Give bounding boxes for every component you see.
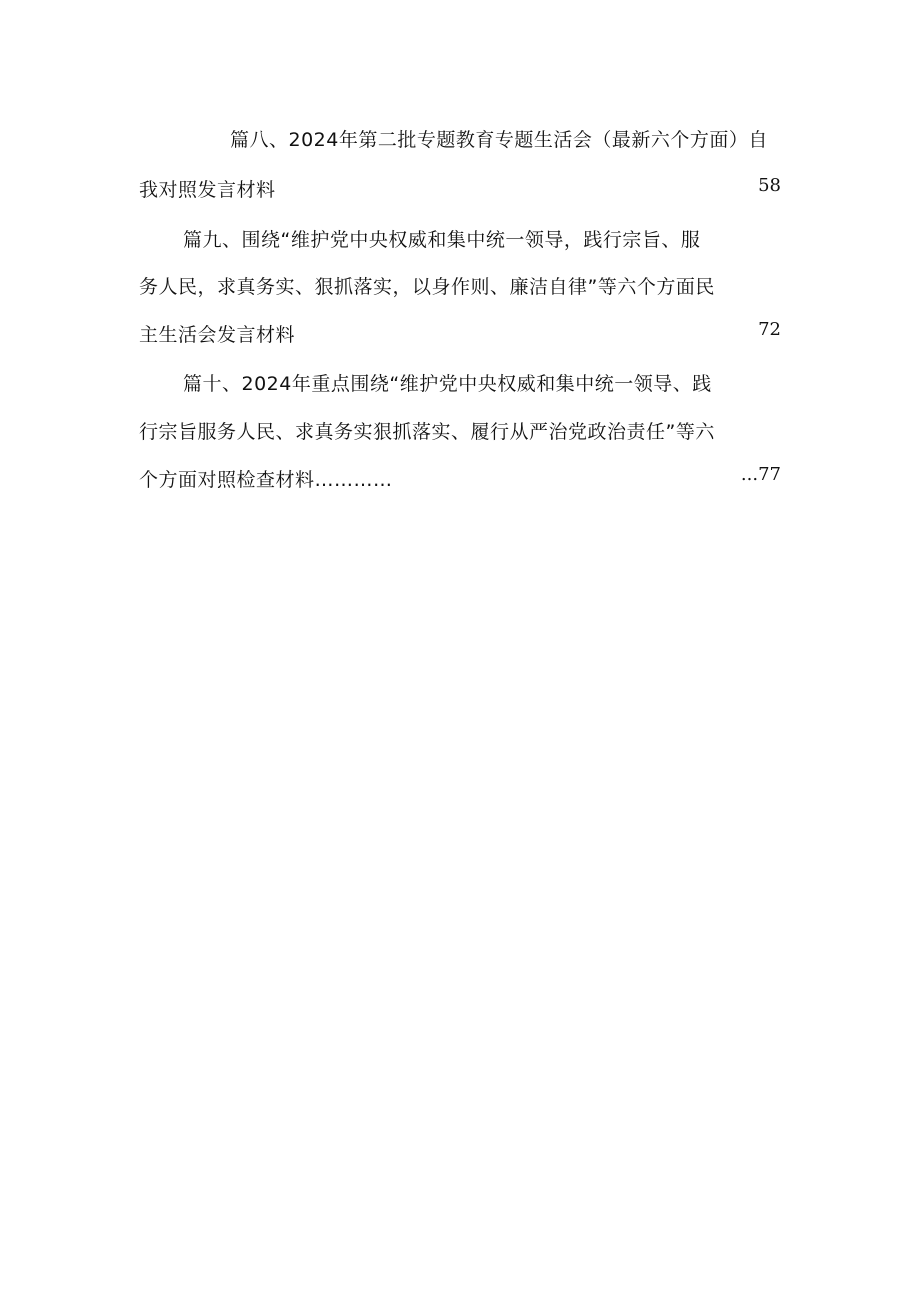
toc-entry-9-line-1: 篇九、围绕“维护党中央权威和集中统一领导，践行宗旨、服 xyxy=(183,229,701,251)
toc-entry-8-line-2: 我对照发言材料 xyxy=(139,179,276,201)
toc-entry-8-page-number: 58 xyxy=(758,175,781,196)
toc-entry-9-page-number: 72 xyxy=(758,319,781,340)
toc-entry-9-line-2: 务人民，求真务实、狠抓落实，以身作则、廉洁自律”等六个方面民 xyxy=(139,276,715,298)
toc-entry-10-line-1: 篇十、2024年重点围绕“维护党中央权威和集中统一领导、践 xyxy=(183,373,712,395)
toc-entry-10-line-3: 个方面对照检查材料………… xyxy=(139,469,393,491)
toc-entry-8-line-1: 篇八、2024年第二批专题教育专题生活会（最新六个方面）自 xyxy=(230,129,768,151)
toc-entry-9-line-3: 主生活会发言材料 xyxy=(139,324,296,346)
toc-entry-10-line-2: 行宗旨服务人民、求真务实狠抓落实、履行从严治党政治责任”等六 xyxy=(139,421,715,443)
toc-entry-10-page-number: ...77 xyxy=(740,464,781,485)
